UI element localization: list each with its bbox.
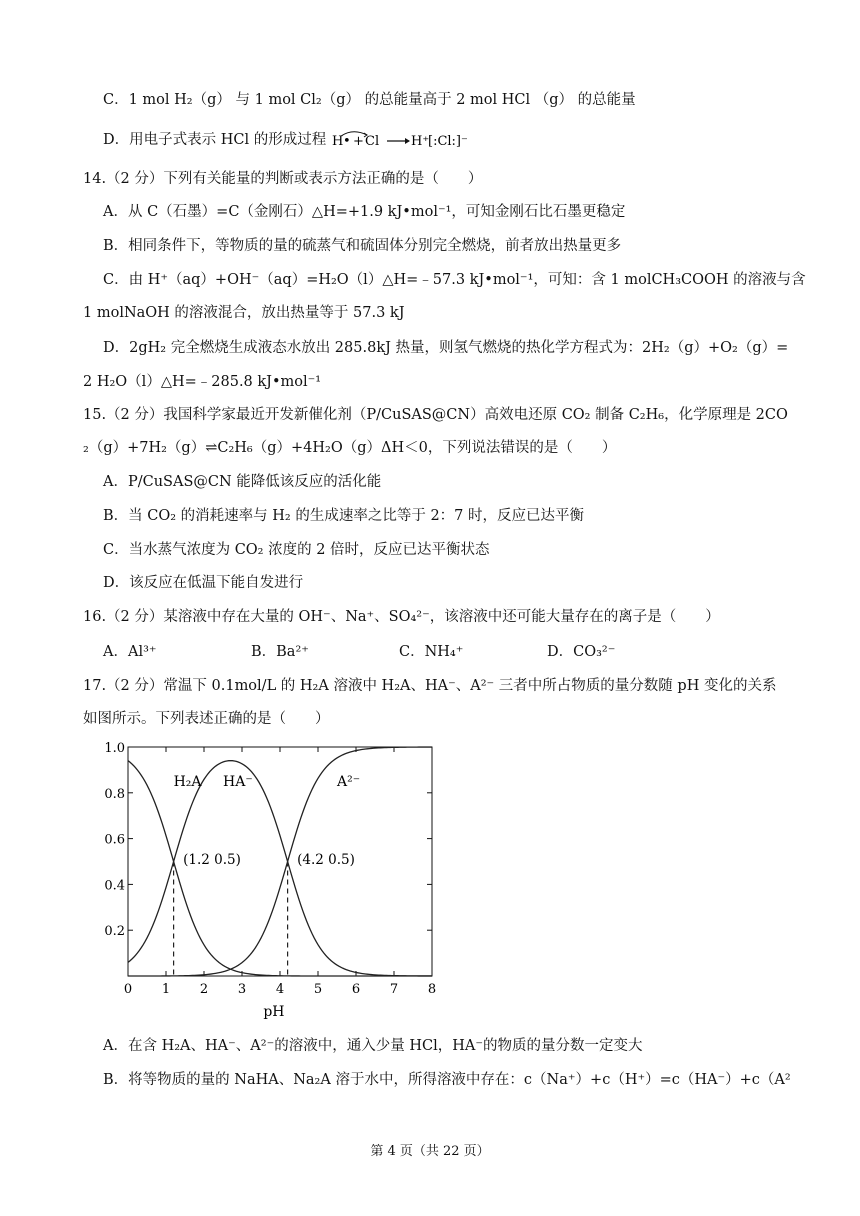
option-14b: B．相同条件下，等物质的量的硫蒸气和硫固体分别完全燃烧，前者放出热量更多: [103, 238, 622, 254]
option-13d: [103, 130, 471, 150]
y-tick-label: 0.4: [104, 878, 125, 894]
option-14c-line2: 1 molNaOH 的溶液混合，放出热量等于 57.3 kJ: [83, 305, 405, 321]
y-tick-label: 1.0: [104, 741, 125, 756]
x-tick-label: 8: [427, 982, 437, 997]
option-15a: A．P/CuSAS@CN 能降低该反应的活化能: [103, 474, 382, 490]
option-17a: A．在含 H₂A、HA⁻、A²⁻的溶液中，通入少量 HCl，HA⁻的物质的量分数一定变大: [103, 1038, 643, 1054]
series-label-3: A²⁻: [337, 773, 361, 790]
question-16: 16.（2 分）某溶液中存在大量的 OH⁻、Na⁺、SO₄²⁻，该溶液中还可能大量存在的离子是（ ）: [83, 609, 720, 625]
formula-cl: Cl: [364, 134, 379, 149]
question-14: 14.（2 分）下列有关能量的判断或表示方法正确的是（ ）: [83, 171, 483, 187]
hcl-electron-formula: [331, 130, 471, 150]
x-tick-label: 4: [275, 982, 285, 997]
option-15c: C．当水蒸气浓度为 CO₂ 浓度的 2 倍时，反应已达平衡状态: [103, 542, 490, 558]
formula-h: H: [331, 134, 344, 149]
formula-h-plus: H⁺: [410, 134, 430, 149]
option-16d: D．CO₃²⁻: [547, 644, 616, 660]
option-14a: A．从 C（石墨）=C（金刚石）△H=+1.9 kJ•mol⁻¹，可知金刚石比石墨更稳定: [103, 204, 626, 220]
option-14d-line2: 2 H₂O（l）△H=﹣285.8 kJ•mol⁻¹: [83, 374, 322, 390]
question-17-line1: 17.（2 分）常温下 0.1mol/L 的 H₂A 溶液中 H₂A、HA⁻、A²⁻ 三者中所占物质的量分数随 pH 变化的关系: [83, 678, 777, 694]
svg-text:+: +: [352, 134, 364, 149]
question-16-options: [103, 642, 695, 662]
series-label-2: HA⁻: [223, 773, 253, 790]
question-15-line1: 15.（2 分）我国科学家最近开发新催化剂（P/CuSAS@CN）高效电还原 CO₂ 制备 C₂H₆，化学原理是 2CO: [83, 407, 788, 423]
option-14c-line1: C．由 H⁺（aq）+OH⁻（aq）=H₂O（l）△H=﹣57.3 kJ•mol⁻¹，可知：含 1 molCH₃COOH 的溶液与含: [103, 272, 806, 288]
x-tick-label: 0: [123, 982, 133, 997]
x-tick-label: 3: [237, 982, 247, 997]
x-tick-label: 5: [313, 982, 323, 997]
option-16b: B．Ba²⁺: [251, 644, 309, 660]
y-tick-label: 0.6: [104, 832, 125, 848]
y-tick-label: 0.2: [104, 924, 125, 940]
option-15b: B．当 CO₂ 的消耗速率与 H₂ 的生成速率之比等于 2：7 时，反应已达平衡: [103, 508, 585, 524]
x-tick-label: 1: [161, 982, 171, 997]
option-16c: C．NH₄⁺: [399, 644, 464, 660]
x-tick-label: 2: [199, 982, 209, 997]
x-tick-label: 6: [351, 982, 361, 997]
option-13c: C．1 mol H₂（g） 与 1 mol Cl₂（g） 的总能量高于 2 mol HCl （g） 的总能量: [103, 92, 636, 108]
x-axis-label: pH: [263, 1004, 285, 1020]
option-13d-text: D．用电子式表示 HCl 的形成过程: [103, 132, 327, 148]
option-16a: A．Al³⁺: [103, 644, 157, 660]
option-14d-line1: D．2gH₂ 完全燃烧生成液态水放出 285.8kJ 热量，则氢气燃烧的热化学方程式为：2H₂（g）+O₂（g）=: [103, 340, 789, 356]
point-annotation-2: (4.2 0.5): [297, 851, 355, 868]
y-tick-label: 0.8: [104, 786, 125, 802]
formula-cl-bracket: [:Cl:]⁻: [427, 134, 468, 149]
question-17-line2: 如图所示。下列表述正确的是（ ）: [83, 711, 330, 727]
point-annotation-1: (1.2 0.5): [183, 851, 241, 868]
svg-text:•: •: [342, 134, 351, 149]
x-tick-label: 7: [389, 982, 399, 997]
ph-distribution-chart: [100, 735, 445, 1025]
option-17b: B．将等物质的量的 NaHA、Na₂A 溶于水中，所得溶液中存在：c（Na⁺）+c（H⁺）=c（HA⁻）+c（A²: [103, 1072, 791, 1088]
question-15-line2: ₂（g）+7H₂（g）⇌C₂H₆（g）+4H₂O（g）ΔH＜0，下列说法错误的是（ ）: [83, 440, 617, 456]
series-label-1: H₂A: [173, 773, 202, 790]
page-footer: 第 4 页（共 22 页）: [370, 1144, 490, 1159]
option-15d: D．该反应在低温下能自发进行: [103, 575, 304, 591]
